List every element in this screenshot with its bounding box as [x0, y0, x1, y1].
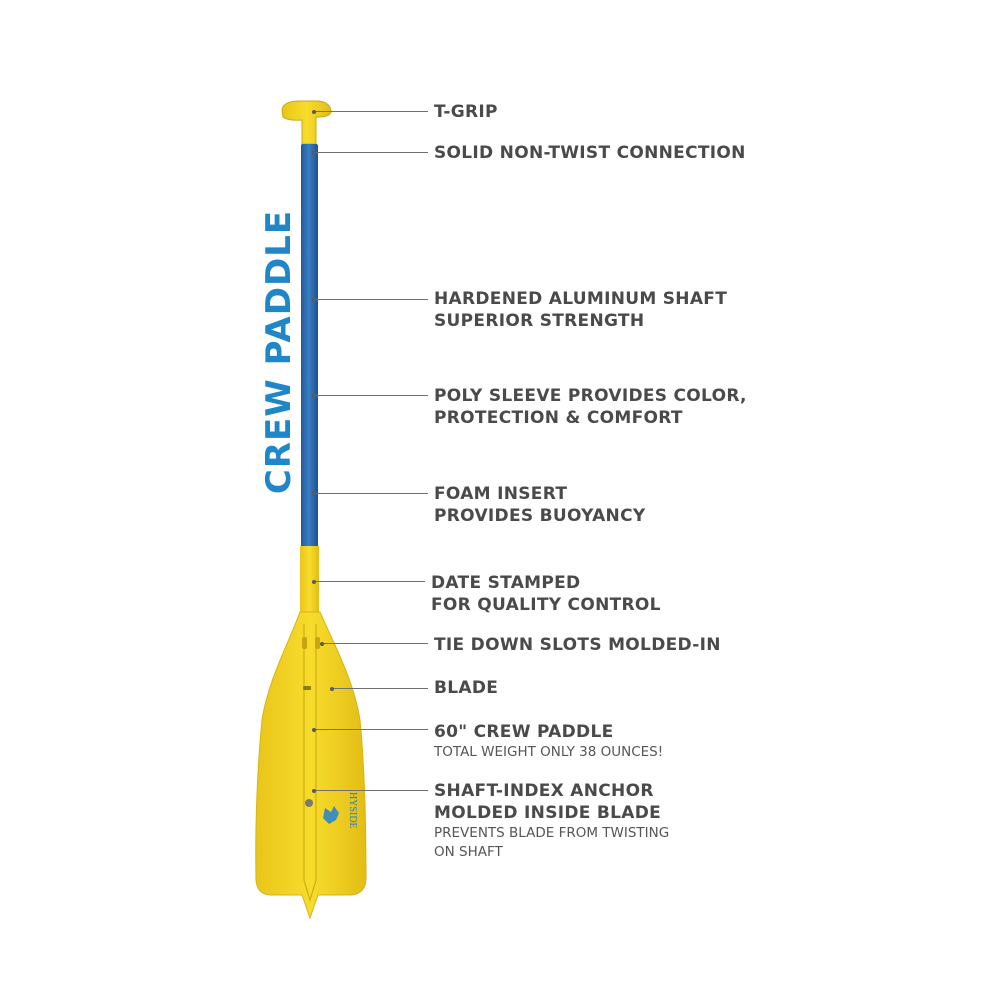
callout-heading-line: SHAFT-INDEX ANCHOR — [434, 781, 654, 801]
t-grip-shape — [282, 101, 331, 144]
callout-dot — [312, 394, 316, 398]
callout-heading-line: PROTECTION & COMFORT — [434, 408, 683, 428]
callout-heading-line: PROVIDES BUOYANCY — [434, 506, 646, 526]
callout-heading-line: SOLID NON-TWIST CONNECTION — [434, 143, 746, 163]
callout-dot — [312, 298, 316, 302]
callout-label-foam — [434, 483, 645, 527]
callout-label-t-grip — [434, 101, 498, 123]
callout-heading-line: HARDENED ALUMINUM SHAFT — [434, 289, 728, 309]
callout-subtext-line: PREVENTS BLADE FROM TWISTING — [434, 825, 670, 841]
callout-heading-line: 60" CREW PADDLE — [434, 722, 614, 742]
crew-paddle-title: CREW PADDLE — [259, 209, 299, 495]
callout-leader-line — [314, 581, 425, 582]
callout-label-blade — [434, 677, 498, 699]
callout-leader-line — [314, 790, 428, 791]
callout-dot — [312, 789, 316, 793]
callout-dot — [320, 642, 324, 646]
date-stamp-mark — [303, 686, 311, 690]
callout-heading-line: T-GRIP — [434, 102, 498, 122]
callout-subtext-line: ON SHAFT — [434, 844, 503, 860]
callout-leader-line — [314, 152, 428, 153]
callout-heading-line: FOAM INSERT — [434, 484, 568, 504]
callout-leader-line — [332, 688, 428, 689]
callout-dot — [312, 580, 316, 584]
callout-leader-line — [314, 111, 428, 112]
callout-leader-line — [314, 395, 428, 396]
shaft-sleeve — [301, 144, 318, 548]
callout-label-tie-down — [434, 634, 721, 656]
callout-dot — [312, 728, 316, 732]
callout-dot — [312, 151, 316, 155]
callout-label-anchor — [434, 780, 669, 862]
blade-shape — [256, 612, 366, 918]
callout-leader-line — [322, 643, 428, 644]
callout-heading-line: SUPERIOR STRENGTH — [434, 311, 645, 331]
callout-label-sleeve — [434, 385, 747, 429]
callout-heading-line: TIE DOWN SLOTS MOLDED-IN — [434, 635, 721, 655]
callout-label-crew-paddle — [434, 721, 663, 762]
brand-wordmark: HYSIDE — [347, 792, 358, 829]
callout-subtext-line: TOTAL WEIGHT ONLY 38 OUNCES! — [434, 744, 664, 760]
callout-label-shaft — [434, 288, 727, 332]
callout-leader-line — [314, 299, 428, 300]
callout-label-date-stamped — [431, 572, 661, 616]
callout-heading-line: POLY SLEEVE PROVIDES COLOR, — [434, 386, 747, 406]
callout-dot — [330, 687, 334, 691]
callout-label-connection — [434, 142, 746, 164]
callout-heading-line: BLADE — [434, 678, 499, 698]
callout-leader-line — [314, 493, 428, 494]
callout-dot — [312, 110, 316, 114]
callout-dot — [312, 492, 316, 496]
callout-leader-line — [314, 729, 428, 730]
tie-down-slot — [302, 637, 307, 649]
callout-heading-line: FOR QUALITY CONTROL — [431, 595, 661, 615]
callout-heading-line: DATE STAMPED — [431, 573, 581, 593]
callout-heading-line: MOLDED INSIDE BLADE — [434, 803, 662, 823]
